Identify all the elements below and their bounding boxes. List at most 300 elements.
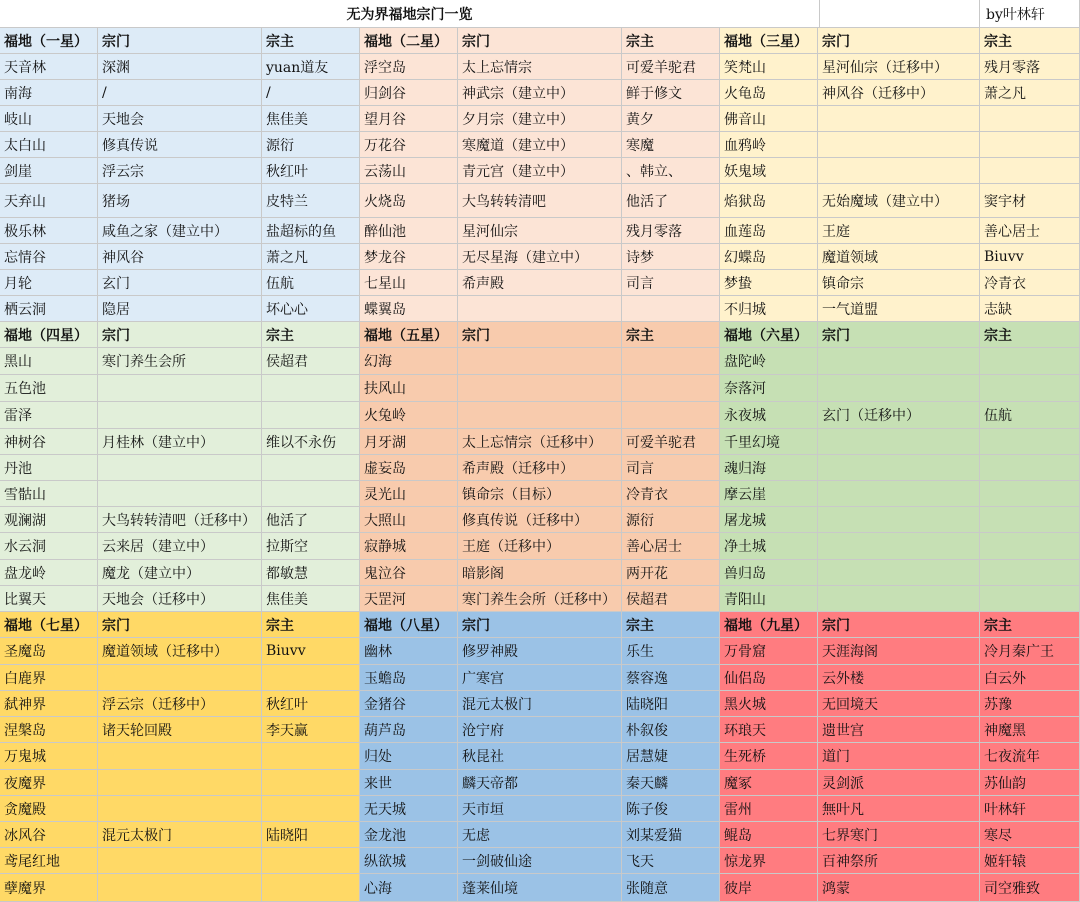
place-cell[interactable]: 火龟岛 <box>720 80 818 106</box>
tier-header-place[interactable]: 福地（四星） <box>0 322 98 348</box>
tier-header-place[interactable]: 福地（六星） <box>720 322 818 348</box>
place-cell[interactable]: 幻蝶岛 <box>720 244 818 270</box>
sheet-title[interactable]: 无为界福地宗门一览 <box>0 0 820 28</box>
place-cell[interactable]: 黑火城 <box>720 691 818 717</box>
place-cell[interactable]: 天罡河 <box>360 586 458 612</box>
place-cell[interactable]: 净土城 <box>720 533 818 560</box>
sect-cell[interactable] <box>98 455 262 481</box>
place-cell[interactable]: 惊龙界 <box>720 848 818 874</box>
sect-cell[interactable]: 太上忘情宗 <box>458 54 622 80</box>
sect-cell[interactable]: 猪场 <box>98 184 262 218</box>
sect-cell[interactable] <box>818 586 980 612</box>
tier-header-sect[interactable]: 宗门 <box>458 322 622 348</box>
sect-cell[interactable]: 浮云宗（迁移中） <box>98 691 262 717</box>
tier-header-sect[interactable]: 宗门 <box>458 28 622 54</box>
sect-cell[interactable]: 修真传说（迁移中） <box>458 507 622 533</box>
tier-header-place[interactable]: 福地（九星） <box>720 612 818 638</box>
leader-cell[interactable] <box>980 375 1080 402</box>
place-cell[interactable]: 圣魔岛 <box>0 638 98 665</box>
sect-cell[interactable]: 夕月宗（建立中） <box>458 106 622 132</box>
sect-cell[interactable]: 月桂林（建立中） <box>98 429 262 455</box>
place-cell[interactable]: 金龙池 <box>360 822 458 848</box>
leader-cell[interactable]: 张随意 <box>622 874 720 902</box>
leader-cell[interactable]: 窦宇材 <box>980 184 1080 218</box>
place-cell[interactable]: 月牙湖 <box>360 429 458 455</box>
place-cell[interactable]: 焰狱岛 <box>720 184 818 218</box>
leader-cell[interactable]: 冷青衣 <box>980 270 1080 296</box>
leader-cell[interactable]: 诗梦 <box>622 244 720 270</box>
sect-cell[interactable]: 镇命宗 <box>818 270 980 296</box>
sect-cell[interactable]: 玄门 <box>98 270 262 296</box>
place-cell[interactable]: 生死桥 <box>720 743 818 770</box>
sect-cell[interactable]: 无尽星海（建立中） <box>458 244 622 270</box>
leader-cell[interactable]: 侯超君 <box>262 348 360 375</box>
leader-cell[interactable]: 萧之凡 <box>262 244 360 270</box>
sect-cell[interactable]: 诸天轮回殿 <box>98 717 262 743</box>
place-cell[interactable]: 五色池 <box>0 375 98 402</box>
tier-header-sect[interactable]: 宗门 <box>818 322 980 348</box>
place-cell[interactable]: 望月谷 <box>360 106 458 132</box>
place-cell[interactable]: 蝶翼岛 <box>360 296 458 322</box>
leader-cell[interactable]: 善心居士 <box>980 218 1080 244</box>
sect-cell[interactable]: 希声殿（迁移中） <box>458 455 622 481</box>
sect-cell[interactable]: 广寒宫 <box>458 665 622 691</box>
place-cell[interactable]: 笑梵山 <box>720 54 818 80</box>
place-cell[interactable]: 梦龙谷 <box>360 244 458 270</box>
leader-cell[interactable]: 白云外 <box>980 665 1080 691</box>
leader-cell[interactable]: 冷月秦广王 <box>980 638 1080 665</box>
leader-cell[interactable]: 寒尽 <box>980 822 1080 848</box>
place-cell[interactable]: 观澜湖 <box>0 507 98 533</box>
place-cell[interactable]: 月轮 <box>0 270 98 296</box>
place-cell[interactable]: 归处 <box>360 743 458 770</box>
place-cell[interactable]: 极乐林 <box>0 218 98 244</box>
place-cell[interactable]: 云荡山 <box>360 158 458 184</box>
place-cell[interactable]: 魔冢 <box>720 770 818 796</box>
place-cell[interactable]: 神树谷 <box>0 429 98 455</box>
sect-cell[interactable] <box>818 560 980 586</box>
sect-cell[interactable] <box>98 848 262 874</box>
sect-cell[interactable]: 麟天帝都 <box>458 770 622 796</box>
sect-cell[interactable]: 天地会 <box>98 106 262 132</box>
sect-cell[interactable] <box>98 874 262 902</box>
leader-cell[interactable]: 冷青衣 <box>622 481 720 507</box>
place-cell[interactable]: 玉蟾岛 <box>360 665 458 691</box>
tier-header-sect[interactable]: 宗门 <box>818 612 980 638</box>
sect-cell[interactable] <box>818 158 980 184</box>
place-cell[interactable]: 魂归海 <box>720 455 818 481</box>
author-credit[interactable]: by叶林轩 <box>980 0 1080 28</box>
sect-cell[interactable]: 星河仙宗 <box>458 218 622 244</box>
leader-cell[interactable] <box>980 429 1080 455</box>
sect-cell[interactable]: 天涯海阁 <box>818 638 980 665</box>
place-cell[interactable]: 浮空岛 <box>360 54 458 80</box>
sect-cell[interactable] <box>98 770 262 796</box>
sect-cell[interactable]: 浮云宗 <box>98 158 262 184</box>
sect-cell[interactable] <box>818 455 980 481</box>
tier-header-place[interactable]: 福地（七星） <box>0 612 98 638</box>
sect-cell[interactable]: 一剑破仙途 <box>458 848 622 874</box>
tier-header-sect[interactable]: 宗门 <box>98 322 262 348</box>
leader-cell[interactable]: 伍航 <box>262 270 360 296</box>
sect-cell[interactable]: 魔道领域（迁移中） <box>98 638 262 665</box>
place-cell[interactable]: 贪魔殿 <box>0 796 98 822</box>
place-cell[interactable]: 葫芦岛 <box>360 717 458 743</box>
tier-header-place[interactable]: 福地（三星） <box>720 28 818 54</box>
place-cell[interactable]: 归剑谷 <box>360 80 458 106</box>
leader-cell[interactable]: 秋红叶 <box>262 158 360 184</box>
leader-cell[interactable] <box>980 586 1080 612</box>
leader-cell[interactable] <box>262 665 360 691</box>
leader-cell[interactable]: 七夜流年 <box>980 743 1080 770</box>
place-cell[interactable]: 夜魔界 <box>0 770 98 796</box>
sect-cell[interactable]: 修罗神殿 <box>458 638 622 665</box>
sect-cell[interactable]: 天市垣 <box>458 796 622 822</box>
tier-header-sect[interactable]: 宗门 <box>98 612 262 638</box>
leader-cell[interactable]: 刘某爱猫 <box>622 822 720 848</box>
sect-cell[interactable]: 沧宁府 <box>458 717 622 743</box>
leader-cell[interactable] <box>980 106 1080 132</box>
place-cell[interactable]: 天弃山 <box>0 184 98 218</box>
place-cell[interactable]: 丹池 <box>0 455 98 481</box>
leader-cell[interactable]: 他活了 <box>262 507 360 533</box>
leader-cell[interactable]: 陈子俊 <box>622 796 720 822</box>
place-cell[interactable]: 无天城 <box>360 796 458 822</box>
place-cell[interactable]: 妖鬼域 <box>720 158 818 184</box>
leader-cell[interactable]: 萧之凡 <box>980 80 1080 106</box>
sect-cell[interactable]: 王庭 <box>818 218 980 244</box>
place-cell[interactable]: 万骨窟 <box>720 638 818 665</box>
tier-header-leader[interactable]: 宗主 <box>622 322 720 348</box>
sect-cell[interactable]: 深渊 <box>98 54 262 80</box>
place-cell[interactable]: 纵欲城 <box>360 848 458 874</box>
leader-cell[interactable]: 居慧婕 <box>622 743 720 770</box>
place-cell[interactable]: 环琅天 <box>720 717 818 743</box>
place-cell[interactable]: 冰风谷 <box>0 822 98 848</box>
leader-cell[interactable]: 侯超君 <box>622 586 720 612</box>
place-cell[interactable]: 扶风山 <box>360 375 458 402</box>
sect-cell[interactable]: 天地会（迁移中） <box>98 586 262 612</box>
tier-header-leader[interactable]: 宗主 <box>980 612 1080 638</box>
place-cell[interactable]: 万花谷 <box>360 132 458 158</box>
place-cell[interactable]: 醉仙池 <box>360 218 458 244</box>
leader-cell[interactable] <box>980 158 1080 184</box>
sect-cell[interactable] <box>458 375 622 402</box>
place-cell[interactable]: 孽魔界 <box>0 874 98 902</box>
place-cell[interactable]: 雷泽 <box>0 402 98 429</box>
tier-header-leader[interactable]: 宗主 <box>980 28 1080 54</box>
leader-cell[interactable]: 坏心心 <box>262 296 360 322</box>
leader-cell[interactable] <box>980 455 1080 481</box>
sect-cell[interactable]: 混元太极门 <box>98 822 262 848</box>
sect-cell[interactable] <box>458 296 622 322</box>
sect-cell[interactable]: 混元太极门 <box>458 691 622 717</box>
sect-cell[interactable]: 蓬莱仙境 <box>458 874 622 902</box>
place-cell[interactable]: 天音林 <box>0 54 98 80</box>
sect-cell[interactable]: 百神祭所 <box>818 848 980 874</box>
leader-cell[interactable]: 拉斯空 <box>262 533 360 560</box>
leader-cell[interactable]: 陆晓阳 <box>622 691 720 717</box>
sect-cell[interactable]: 希声殿 <box>458 270 622 296</box>
leader-cell[interactable] <box>262 402 360 429</box>
place-cell[interactable]: 忘情谷 <box>0 244 98 270</box>
place-cell[interactable]: 不归城 <box>720 296 818 322</box>
place-cell[interactable]: 白鹿界 <box>0 665 98 691</box>
leader-cell[interactable] <box>622 348 720 375</box>
place-cell[interactable]: 青阳山 <box>720 586 818 612</box>
leader-cell[interactable] <box>262 375 360 402</box>
place-cell[interactable]: 火烧岛 <box>360 184 458 218</box>
place-cell[interactable]: 岐山 <box>0 106 98 132</box>
sect-cell[interactable]: 云来居（建立中） <box>98 533 262 560</box>
leader-cell[interactable]: 都敏慧 <box>262 560 360 586</box>
sect-cell[interactable]: 神武宗（建立中） <box>458 80 622 106</box>
place-cell[interactable]: 栖云洞 <box>0 296 98 322</box>
sect-cell[interactable]: 无回境天 <box>818 691 980 717</box>
sect-cell[interactable]: 灵剑派 <box>818 770 980 796</box>
sect-cell[interactable]: 无始魔域（建立中） <box>818 184 980 218</box>
place-cell[interactable]: 仙侣岛 <box>720 665 818 691</box>
sect-cell[interactable]: 無叶凡 <box>818 796 980 822</box>
leader-cell[interactable] <box>980 533 1080 560</box>
sect-cell[interactable] <box>458 348 622 375</box>
sect-cell[interactable] <box>818 375 980 402</box>
place-cell[interactable]: 寂静城 <box>360 533 458 560</box>
leader-cell[interactable]: 焦佳美 <box>262 586 360 612</box>
sect-cell[interactable]: 咸鱼之家（建立中） <box>98 218 262 244</box>
sect-cell[interactable]: 隐居 <box>98 296 262 322</box>
sect-cell[interactable] <box>818 533 980 560</box>
leader-cell[interactable] <box>262 848 360 874</box>
sect-cell[interactable] <box>818 348 980 375</box>
leader-cell[interactable] <box>622 375 720 402</box>
leader-cell[interactable]: 可爱羊驼君 <box>622 429 720 455</box>
sect-cell[interactable] <box>818 481 980 507</box>
leader-cell[interactable]: / <box>262 80 360 106</box>
sect-cell[interactable]: 鸿蒙 <box>818 874 980 902</box>
place-cell[interactable]: 七星山 <box>360 270 458 296</box>
leader-cell[interactable]: 飞天 <box>622 848 720 874</box>
sect-cell[interactable]: 大鸟转转清吧 <box>458 184 622 218</box>
sect-cell[interactable] <box>458 402 622 429</box>
place-cell[interactable]: 比翼天 <box>0 586 98 612</box>
leader-cell[interactable] <box>622 296 720 322</box>
place-cell[interactable]: 永夜城 <box>720 402 818 429</box>
sect-cell[interactable] <box>98 402 262 429</box>
sect-cell[interactable]: 大鸟转转清吧（迁移中） <box>98 507 262 533</box>
leader-cell[interactable] <box>262 770 360 796</box>
place-cell[interactable]: 鲲岛 <box>720 822 818 848</box>
place-cell[interactable]: 剑崖 <box>0 158 98 184</box>
place-cell[interactable]: 屠龙城 <box>720 507 818 533</box>
place-cell[interactable]: 金猪谷 <box>360 691 458 717</box>
place-cell[interactable]: 大照山 <box>360 507 458 533</box>
leader-cell[interactable] <box>262 455 360 481</box>
leader-cell[interactable] <box>980 481 1080 507</box>
tier-header-leader[interactable]: 宗主 <box>262 322 360 348</box>
sect-cell[interactable]: 无虑 <box>458 822 622 848</box>
leader-cell[interactable]: 可爱羊驼君 <box>622 54 720 80</box>
sect-cell[interactable]: 遗世宫 <box>818 717 980 743</box>
sect-cell[interactable] <box>98 665 262 691</box>
leader-cell[interactable]: 朴叙俊 <box>622 717 720 743</box>
place-cell[interactable]: 来世 <box>360 770 458 796</box>
leader-cell[interactable] <box>262 743 360 770</box>
leader-cell[interactable]: 苏豫 <box>980 691 1080 717</box>
place-cell[interactable]: 兽归岛 <box>720 560 818 586</box>
leader-cell[interactable] <box>262 481 360 507</box>
leader-cell[interactable]: 秋红叶 <box>262 691 360 717</box>
place-cell[interactable]: 虚妄岛 <box>360 455 458 481</box>
place-cell[interactable]: 血鸦岭 <box>720 132 818 158</box>
leader-cell[interactable]: 黄夕 <box>622 106 720 132</box>
place-cell[interactable]: 奈落河 <box>720 375 818 402</box>
place-cell[interactable]: 梦蛰 <box>720 270 818 296</box>
sect-cell[interactable]: 寒魔道（建立中） <box>458 132 622 158</box>
leader-cell[interactable]: 盐超标的鱼 <box>262 218 360 244</box>
leader-cell[interactable]: 司空雅致 <box>980 874 1080 902</box>
leader-cell[interactable] <box>262 796 360 822</box>
place-cell[interactable]: 雷州 <box>720 796 818 822</box>
leader-cell[interactable]: 两开花 <box>622 560 720 586</box>
leader-cell[interactable]: 李天赢 <box>262 717 360 743</box>
leader-cell[interactable]: 鲜于修文 <box>622 80 720 106</box>
leader-cell[interactable]: 姬轩辕 <box>980 848 1080 874</box>
leader-cell[interactable] <box>622 402 720 429</box>
leader-cell[interactable]: 乐生 <box>622 638 720 665</box>
place-cell[interactable]: 灵光山 <box>360 481 458 507</box>
leader-cell[interactable]: 残月零落 <box>980 54 1080 80</box>
sect-cell[interactable]: 青元宫（建立中） <box>458 158 622 184</box>
sect-cell[interactable]: 修真传说 <box>98 132 262 158</box>
sect-cell[interactable]: 魔龙（建立中） <box>98 560 262 586</box>
place-cell[interactable]: 佛音山 <box>720 106 818 132</box>
leader-cell[interactable] <box>980 132 1080 158</box>
sect-cell[interactable]: 神风谷 <box>98 244 262 270</box>
tier-header-sect[interactable]: 宗门 <box>818 28 980 54</box>
place-cell[interactable]: 千里幻境 <box>720 429 818 455</box>
leader-cell[interactable] <box>980 507 1080 533</box>
place-cell[interactable]: 盘陀岭 <box>720 348 818 375</box>
leader-cell[interactable]: 源衍 <box>622 507 720 533</box>
sect-cell[interactable]: 太上忘情宗（迁移中） <box>458 429 622 455</box>
tier-header-place[interactable]: 福地（八星） <box>360 612 458 638</box>
leader-cell[interactable] <box>262 874 360 902</box>
sect-cell[interactable]: 寒门养生会所 <box>98 348 262 375</box>
place-cell[interactable]: 火兔岭 <box>360 402 458 429</box>
place-cell[interactable]: 彼岸 <box>720 874 818 902</box>
leader-cell[interactable]: 源衍 <box>262 132 360 158</box>
tier-header-leader[interactable]: 宗主 <box>622 612 720 638</box>
sect-cell[interactable]: 云外楼 <box>818 665 980 691</box>
sect-cell[interactable]: / <box>98 80 262 106</box>
place-cell[interactable]: 水云洞 <box>0 533 98 560</box>
leader-cell[interactable]: 蔡容逸 <box>622 665 720 691</box>
sect-cell[interactable]: 神风谷（迁移中） <box>818 80 980 106</box>
tier-header-place[interactable]: 福地（一星） <box>0 28 98 54</box>
place-cell[interactable]: 幽林 <box>360 638 458 665</box>
leader-cell[interactable]: yuan道友 <box>262 54 360 80</box>
tier-header-leader[interactable]: 宗主 <box>262 612 360 638</box>
sect-cell[interactable] <box>818 106 980 132</box>
sect-cell[interactable] <box>818 429 980 455</box>
place-cell[interactable]: 黑山 <box>0 348 98 375</box>
sect-cell[interactable] <box>98 743 262 770</box>
leader-cell[interactable]: Biuvv <box>980 244 1080 270</box>
leader-cell[interactable]: 伍航 <box>980 402 1080 429</box>
sect-cell[interactable]: 玄门（迁移中） <box>818 402 980 429</box>
leader-cell[interactable]: 善心居士 <box>622 533 720 560</box>
leader-cell[interactable]: 、韩立、 <box>622 158 720 184</box>
leader-cell[interactable]: 叶林轩 <box>980 796 1080 822</box>
leader-cell[interactable]: 维以不永伤 <box>262 429 360 455</box>
leader-cell[interactable]: 神魔黑 <box>980 717 1080 743</box>
sect-cell[interactable]: 镇命宗（目标） <box>458 481 622 507</box>
tier-header-leader[interactable]: 宗主 <box>262 28 360 54</box>
place-cell[interactable]: 摩云崖 <box>720 481 818 507</box>
sect-cell[interactable]: 一气道盟 <box>818 296 980 322</box>
sect-cell[interactable] <box>98 375 262 402</box>
place-cell[interactable]: 鸢尾红地 <box>0 848 98 874</box>
place-cell[interactable]: 南海 <box>0 80 98 106</box>
sect-cell[interactable]: 暗影阁 <box>458 560 622 586</box>
blank-cell[interactable] <box>820 0 980 28</box>
sect-cell[interactable] <box>818 507 980 533</box>
leader-cell[interactable]: 司言 <box>622 270 720 296</box>
leader-cell[interactable]: 焦佳美 <box>262 106 360 132</box>
place-cell[interactable]: 涅槃岛 <box>0 717 98 743</box>
leader-cell[interactable]: 他活了 <box>622 184 720 218</box>
place-cell[interactable]: 幻海 <box>360 348 458 375</box>
sect-cell[interactable] <box>98 796 262 822</box>
tier-header-sect[interactable]: 宗门 <box>458 612 622 638</box>
sect-cell[interactable]: 魔道领域 <box>818 244 980 270</box>
tier-header-leader[interactable]: 宗主 <box>622 28 720 54</box>
place-cell[interactable]: 万鬼城 <box>0 743 98 770</box>
sect-cell[interactable] <box>818 132 980 158</box>
leader-cell[interactable]: Biuvv <box>262 638 360 665</box>
sect-cell[interactable]: 王庭（迁移中） <box>458 533 622 560</box>
leader-cell[interactable]: 司言 <box>622 455 720 481</box>
sect-cell[interactable] <box>98 481 262 507</box>
leader-cell[interactable]: 志缺 <box>980 296 1080 322</box>
leader-cell[interactable]: 寒魔 <box>622 132 720 158</box>
leader-cell[interactable]: 皮特兰 <box>262 184 360 218</box>
place-cell[interactable]: 弑神界 <box>0 691 98 717</box>
place-cell[interactable]: 鬼泣谷 <box>360 560 458 586</box>
tier-header-place[interactable]: 福地（二星） <box>360 28 458 54</box>
sect-cell[interactable]: 寒门养生会所（迁移中） <box>458 586 622 612</box>
place-cell[interactable]: 雪骷山 <box>0 481 98 507</box>
place-cell[interactable]: 太白山 <box>0 132 98 158</box>
leader-cell[interactable]: 陆晓阳 <box>262 822 360 848</box>
leader-cell[interactable]: 秦天麟 <box>622 770 720 796</box>
tier-header-leader[interactable]: 宗主 <box>980 322 1080 348</box>
place-cell[interactable]: 盘龙岭 <box>0 560 98 586</box>
sect-cell[interactable]: 七界寒门 <box>818 822 980 848</box>
sect-cell[interactable]: 秋昆社 <box>458 743 622 770</box>
leader-cell[interactable] <box>980 560 1080 586</box>
tier-header-sect[interactable]: 宗门 <box>98 28 262 54</box>
sect-cell[interactable]: 道门 <box>818 743 980 770</box>
leader-cell[interactable]: 苏仙韵 <box>980 770 1080 796</box>
leader-cell[interactable]: 残月零落 <box>622 218 720 244</box>
tier-header-place[interactable]: 福地（五星） <box>360 322 458 348</box>
place-cell[interactable]: 心海 <box>360 874 458 902</box>
leader-cell[interactable] <box>980 348 1080 375</box>
sect-cell[interactable]: 星河仙宗（迁移中） <box>818 54 980 80</box>
place-cell[interactable]: 血莲岛 <box>720 218 818 244</box>
